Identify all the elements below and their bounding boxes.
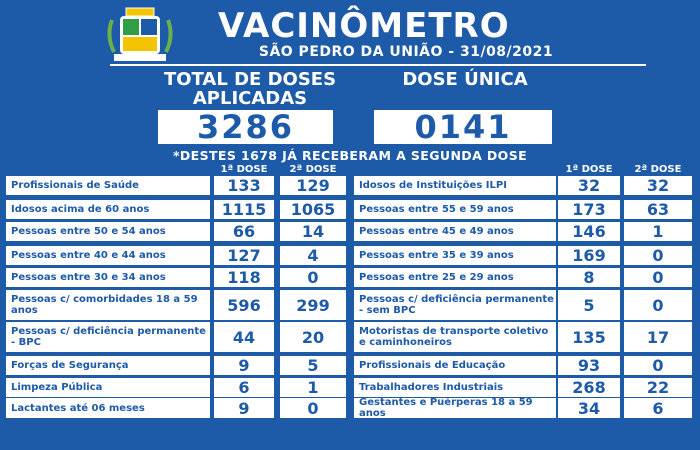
dose2-value: 299	[280, 290, 346, 320]
dose2-value: 20	[280, 322, 346, 352]
dose2-value: 14	[280, 222, 346, 241]
dose2-value: 1	[624, 222, 692, 241]
dose1-value: 173	[558, 200, 620, 219]
dose-unica-value: 0141	[374, 110, 552, 144]
dose1-value: 133	[214, 176, 274, 195]
dose1-value: 268	[558, 378, 620, 397]
dose2-value: 0	[624, 290, 692, 320]
row-label: Pessoas c/ comorbidades 18 a 59 anos	[6, 290, 210, 320]
dose1-value: 44	[214, 322, 274, 352]
dose2-value: 32	[624, 176, 692, 195]
dose2-value: 17	[624, 322, 692, 352]
row-label: Pessoas entre 35 e 39 anos	[354, 246, 556, 265]
dose1-value: 9	[214, 398, 274, 418]
row-label: Idosos de Instituições ILPI	[354, 176, 556, 195]
row-label: Pessoas c/ deficiência permanente - sem BPC	[354, 290, 556, 320]
row-label: Lactantes até 06 meses	[6, 398, 210, 418]
page-title: VACINÔMETRO	[218, 6, 510, 46]
row-label: Profissionais de Educação	[354, 356, 556, 375]
municipal-crest-icon	[104, 6, 176, 66]
dose1-value: 8	[558, 268, 620, 287]
row-label: Pessoas entre 55 e 59 anos	[354, 200, 556, 219]
row-label: Pessoas entre 25 e 29 anos	[354, 268, 556, 287]
dose2-value: 4	[280, 246, 346, 265]
total-doses-value: 3286	[158, 110, 333, 144]
row-label: Pessoas entre 45 e 49 anos	[354, 222, 556, 241]
dose1-value: 9	[214, 356, 274, 375]
row-label: Pessoas entre 40 e 44 anos	[6, 246, 210, 265]
dose2-value: 129	[280, 176, 346, 195]
dose1-value: 127	[214, 246, 274, 265]
row-label: Trabalhadores Industriais	[354, 378, 556, 397]
dose2-value: 0	[280, 398, 346, 418]
right-col-header-dose2: 2ª DOSE	[634, 164, 682, 175]
dose2-value: 1065	[280, 200, 346, 219]
dose2-value: 1	[280, 378, 346, 397]
row-label: Idosos acima de 60 anos	[6, 200, 210, 219]
row-label: Pessoas entre 50 e 54 anos	[6, 222, 210, 241]
header-divider	[110, 64, 646, 66]
second-dose-note: *DESTES 1678 JÁ RECEBERAM A SEGUNDA DOSE	[172, 148, 528, 163]
row-label: Profissionais de Saúde	[6, 176, 210, 195]
dose1-value: 66	[214, 222, 274, 241]
dose1-value: 6	[214, 378, 274, 397]
dose1-value: 169	[558, 246, 620, 265]
dose2-value: 0	[624, 268, 692, 287]
dose1-value: 93	[558, 356, 620, 375]
dose1-value: 5	[558, 290, 620, 320]
row-label: Gestantes e Puérperas 18 a 59 anos	[354, 398, 556, 418]
left-col-header-dose1: 1ª DOSE	[220, 164, 268, 175]
dose2-value: 5	[280, 356, 346, 375]
dose1-value: 34	[558, 398, 620, 418]
dose1-value: 1115	[214, 200, 274, 219]
dose1-value: 32	[558, 176, 620, 195]
page-subtitle: SÃO PEDRO DA UNIÃO - 31/08/2021	[258, 44, 554, 60]
dose2-value: 6	[624, 398, 692, 418]
dose2-value: 0	[624, 246, 692, 265]
right-col-header-dose1: 1ª DOSE	[565, 164, 613, 175]
dose1-value: 118	[214, 268, 274, 287]
row-label: Motoristas de transporte coletivo e caminhoneiros	[354, 322, 556, 352]
dose-unica-label: DOSE ÚNICA	[402, 69, 528, 90]
dose2-value: 0	[624, 356, 692, 375]
dose2-value: 63	[624, 200, 692, 219]
dose2-value: 0	[280, 268, 346, 287]
dose1-value: 146	[558, 222, 620, 241]
total-doses-label: TOTAL DE DOSES APLICADAS	[163, 69, 337, 109]
row-label: Forças de Segurança	[6, 356, 210, 375]
row-label: Limpeza Pública	[6, 378, 210, 397]
dose1-value: 596	[214, 290, 274, 320]
left-col-header-dose2: 2ª DOSE	[289, 164, 337, 175]
row-label: Pessoas c/ deficiência permanente - BPC	[6, 322, 210, 352]
row-label: Pessoas entre 30 e 34 anos	[6, 268, 210, 287]
dose2-value: 22	[624, 378, 692, 397]
dose1-value: 135	[558, 322, 620, 352]
